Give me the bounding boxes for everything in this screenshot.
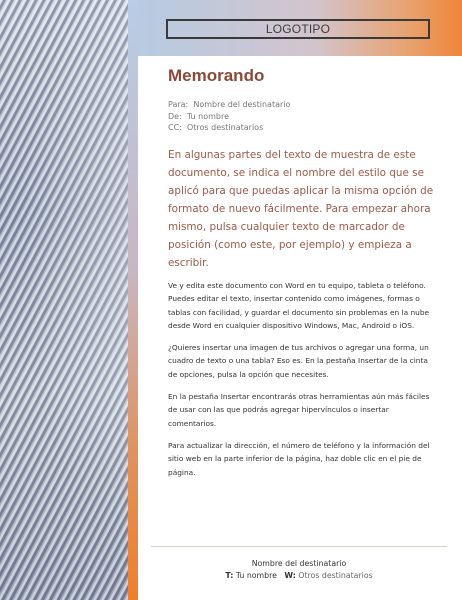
logo-text: LOGOTIPO xyxy=(265,22,331,36)
body-paragraph[interactable]: Ve y edita este documento con Word en tu equipo, tableta o teléfono. Puedes editar el texto, insertar contenido como imágenes, formas o tablas con facilidad, y guardar el documento sin problemas en la nube desde Word en cualquier dispositivo Windows, Mac, Android o iOS. xyxy=(168,281,430,330)
snow-texture-image xyxy=(0,0,128,600)
page-footer xyxy=(151,558,447,582)
footer-t-label: T: xyxy=(225,571,234,580)
memo-to-label: Para: xyxy=(168,100,189,109)
memo-cc-line xyxy=(168,122,438,134)
memo-cc-label: CC: xyxy=(168,123,182,132)
memo-from-label: De: xyxy=(168,111,182,121)
footer-t-value[interactable]: Tu nombre xyxy=(235,571,277,580)
footer-name[interactable]: Nombre del destinatario xyxy=(251,559,347,568)
memo-from-value[interactable]: Tu nombre xyxy=(186,111,230,121)
body-paragraph[interactable]: En la pestaña Insertar encontrarás otras herramientas aún más fáciles de usar con las que podrás agregar hipervínculos o insertar comentarios. xyxy=(168,392,430,428)
body-text xyxy=(168,279,438,488)
memo-to-line xyxy=(168,99,438,111)
memo-from-line xyxy=(168,111,438,123)
body-paragraph[interactable]: ¿Quieres insertar una imagen de tus archivos o agregar una forma, un cuadro de texto o una tabla? Eso es. En la pestaña Insertar de la cinta de opciones, pulsa la opción que necesites. xyxy=(168,343,429,379)
memo-recipients xyxy=(168,99,438,134)
logo-placeholder[interactable] xyxy=(166,19,430,39)
gradient-accent-stripe xyxy=(128,0,138,600)
memo-to-value[interactable]: Nombre del destinatario xyxy=(193,100,291,109)
memo-cc-value[interactable]: Otros destinatarios xyxy=(186,123,264,132)
footer-divider xyxy=(151,546,447,547)
lead-paragraph[interactable]: En algunas partes del texto de muestra de este documento, se indica el nombre del estilo que se aplicó para que puedas aplicar la misma opción de formato de nuevo fácilmente. Para empezar ahora mismo, pulsa cualquier texto de marcador de posición (como este, por ejemplo) y empieza a escribir. xyxy=(168,149,434,269)
body-paragraph[interactable]: Para actualizar la dirección, el número de teléfono y la información del sitio web en la parte inferior de la página, haz doble clic en el pie de página. xyxy=(168,440,430,477)
footer-w-label: W: xyxy=(284,571,296,580)
footer-contact-line xyxy=(151,570,447,582)
footer-w-value[interactable]: Otros destinatarios xyxy=(298,571,373,580)
memo-title: Memorando xyxy=(168,66,265,85)
